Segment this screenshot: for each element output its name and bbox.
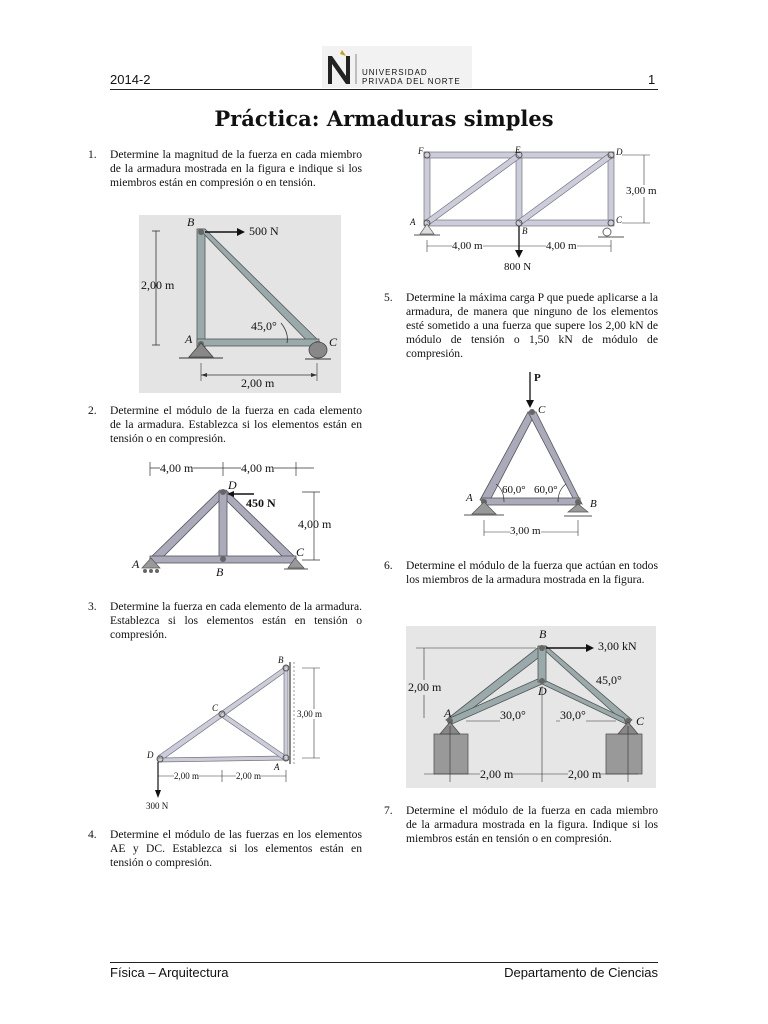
- force-label: 3,00 kN: [598, 639, 637, 653]
- node-label: A: [444, 706, 452, 720]
- node-label: B: [187, 215, 195, 229]
- problem-number: 5.: [384, 291, 393, 304]
- node-label: C: [329, 335, 338, 349]
- footer-rule: [110, 962, 658, 963]
- node-label: A: [410, 217, 416, 227]
- problem-text: Determine la magnitud de la fuerza en cada miembro de la armadura mostrada en la figura e indique si los miembros están en compresión o en tensión.: [110, 148, 362, 189]
- problem-text: Determine la máxima carga P que puede aplicarse a la armadura, de manera que ninguno de los elementos esté sometido a una fuerza que supere los 2,00 kN de módulo de tensión o 1,50 kN de módulo de compresión.: [406, 291, 658, 360]
- node-label: D: [538, 684, 547, 698]
- dimension-label: 2,00 m: [408, 680, 442, 694]
- problem-text: Determine el módulo de la fuerza en cada elemento de la armadura. Establezca si los elementos están en tensión o en compresión.: [110, 404, 362, 445]
- header-rule: [110, 89, 658, 90]
- dimension-label: 2,00 m: [236, 771, 262, 781]
- figure-3: [140, 652, 340, 816]
- footer-course: Física – Arquitectura: [110, 965, 229, 980]
- dimension-label: 4,00 m: [546, 240, 577, 252]
- dimension-label: 4,00 m: [452, 240, 483, 252]
- problem-number: 2.: [88, 404, 97, 417]
- node-label: D: [228, 478, 237, 492]
- problem-number: 6.: [384, 559, 393, 572]
- dimension-label: 3,00 m: [626, 185, 657, 197]
- page-number: 1: [648, 72, 656, 87]
- dimension-label: 3,00 m: [510, 525, 541, 537]
- node-label: F: [418, 146, 424, 156]
- force-label: 500 N: [249, 224, 279, 238]
- force-label: 450 N: [246, 496, 276, 510]
- node-label: C: [538, 404, 546, 416]
- node-label: C: [296, 545, 305, 559]
- node-label: A: [132, 557, 140, 571]
- problem-text: Determine el módulo de la fuerza en cada miembro de la armadura mostrada en la figura. Indique si los miembros están en tensión o en compresión.: [406, 804, 658, 845]
- problem-number: 3.: [88, 600, 97, 613]
- load-label: P: [534, 372, 541, 384]
- node-label: B: [216, 565, 224, 579]
- angle-label: 45,0°: [596, 673, 622, 687]
- dimension-label: 4,00 m: [298, 517, 332, 531]
- problem-text: Determine el módulo de las fuerzas en los elementos AE y DC. Establezca si los elementos están en tensión o compresión.: [110, 828, 362, 869]
- problem-number: 1.: [88, 148, 97, 161]
- node-label: B: [522, 226, 528, 236]
- figure-6: [406, 626, 656, 788]
- node-label: A: [185, 332, 193, 346]
- dimension-label: 4,00 m: [160, 461, 194, 475]
- term-label: 2014-2: [110, 72, 151, 87]
- force-label: 300 N: [146, 801, 169, 811]
- dimension-label: 2,00 m: [480, 767, 514, 781]
- problem-number: 4.: [88, 828, 97, 841]
- dimension-label: 3,00 m: [297, 709, 323, 719]
- node-label: B: [539, 627, 547, 641]
- node-label: C: [636, 714, 645, 728]
- angle-label: 45,0°: [251, 319, 277, 333]
- figure-1: [139, 215, 341, 393]
- figure-5: [458, 368, 608, 538]
- dimension-label: 2,00 m: [568, 767, 602, 781]
- node-label: B: [278, 655, 284, 665]
- page-title: Práctica: Armaduras simples: [214, 106, 554, 131]
- node-label: E: [515, 145, 521, 155]
- force-label: 800 N: [504, 261, 532, 273]
- node-label: B: [590, 498, 597, 510]
- node-label: A: [466, 492, 473, 504]
- logo-line2: PRIVADA DEL NORTE: [362, 77, 461, 86]
- node-label: C: [212, 703, 219, 713]
- problem-text: Determine la fuerza en cada elemento de la armadura. Establezca si los elementos están en tensión o compresión.: [110, 600, 362, 641]
- node-label: D: [147, 750, 154, 760]
- university-logo: [322, 46, 472, 88]
- angle-label: 60,0°: [502, 484, 526, 496]
- angle-label: 30,0°: [560, 708, 586, 722]
- problem-number: 7.: [384, 804, 393, 817]
- dimension-label: 2,00 m: [241, 376, 275, 390]
- node-label: A: [274, 762, 280, 772]
- dimension-label: 2,00 m: [174, 771, 200, 781]
- dimension-label: 2,00 m: [141, 278, 175, 292]
- angle-label: 60,0°: [534, 484, 558, 496]
- logo-line1: UNIVERSIDAD: [362, 68, 428, 77]
- dimension-label: 4,00 m: [241, 461, 275, 475]
- node-label: C: [616, 215, 623, 225]
- footer-department: Departamento de Ciencias: [504, 965, 658, 980]
- angle-label: 30,0°: [500, 708, 526, 722]
- figure-2: [130, 458, 340, 580]
- problem-text: Determine el módulo de la fuerza que actúan en todos los miembros de la armadura mostrada en la figura.: [406, 559, 658, 586]
- figure-4: [400, 140, 660, 274]
- node-label: D: [616, 147, 623, 157]
